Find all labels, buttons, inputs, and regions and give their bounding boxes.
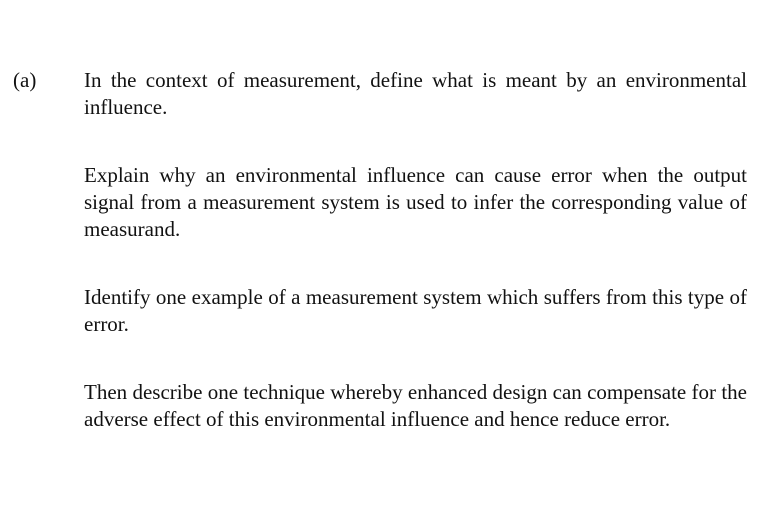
paragraph-define: In the context of measurement, define what is meant by an environmental influence. <box>84 68 747 119</box>
paragraph-describe: Then describe one technique whereby enhanced design can compensate for the adverse effect of this environmental influence and hence reduce error. <box>84 380 747 431</box>
paragraph-explain: Explain why an environmental influence can cause error when the output signal from a measurement system is used to infer the corresponding value of measurand. <box>84 163 747 241</box>
question-label: (a) <box>13 68 37 92</box>
paragraph-identify: Identify one example of a measurement system which suffers from this type of error. <box>84 285 747 336</box>
